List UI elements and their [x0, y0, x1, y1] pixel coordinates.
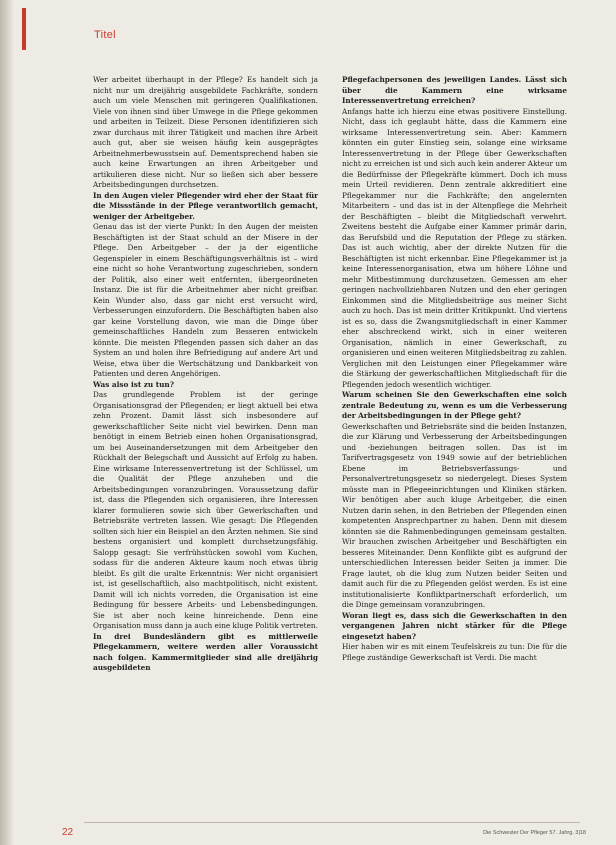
page-number: 22	[62, 827, 74, 838]
paragraph: Hier haben wir es mit einem Teufelskreis zu tun: Die für die Pflege zuständige Gewerkschaft ist Verdi. Die macht	[342, 642, 567, 662]
footer-source: Die Schwester Der Pfleger 57. Jahrg. 3|18	[483, 830, 586, 836]
section-label: Titel	[94, 29, 116, 41]
interview-question: In den Augen vieler Pflegender wird eher der Staat für die Missstände in der Pflege verantwortlich gemacht, weniger der Arbeitgeber.	[93, 190, 318, 221]
paragraph: Das grundlegende Problem ist der geringe Organisationsgrad der Pflegenden; er liegt aktuell bei etwa zehn Prozent. Damit lässt sich insbesondere auf gewerkschaftlicher Seite nicht viel bewirken. Denn man benötigt in einem Betrieb einen hohen Organisationsgrad, um bei Auseinandersetzungen mit dem Arbeitgeber den Rückhalt der Belegschaft und Aussicht auf Erfolg zu haben. Eine wirksame Interessenvertretung ist der Schlüssel, um die Qualität der Pflege anzuheben und die Arbeitsbedingungen voranzubringen. Voraussetzung dafür ist, dass die Pflegenden sich organisieren, ihre Interessen klarer formulieren sowie sich über Gewerkschaften und Betriebsräte vertreten lassen. Wie gesagt: Die Pflegenden sollten sich hier ein Beispiel an den Ärzten nehmen. Sie sind bestens organisiert und komplett durchsetzungsfähig. Salopp gesagt: Sie verfrühstücken sowohl vom Kuchen, sodass für die anderen Akteure kaum noch etwas übrig bleibt. Es gilt die uralte Erkenntnis: Wer nicht organisiert ist, ist gesellschaftlich, also machtpolitisch, nicht existent. Damit will ich nichts vorreden, die Organisation ist eine Bedingung für bessere Arbeits- und Lebensbedingungen. Sie ist aber noch keine hinreichende. Denn eine Organisation muss dann ja auch eine kluge Politik vertreten.	[93, 390, 318, 630]
article-column-left	[93, 75, 318, 674]
paragraph: Anfangs hatte ich hierzu eine etwas positivere Einstellung. Nicht, dass ich geglaubt hätte, dass die Kammern eine wirksame Interessenvertretung sein. Aber: Kammern könnten ein guter Einstieg sein, solange eine wirksame Interessenvertretung in der Pflege über Gewerkschaften nicht zu erreichen ist und sich auch kein anderer Akteur um die Bedürfnisse der Pflegekräfte kümmert. Doch ich muss mein Urteil revidieren. Denn zentrale akkreditiert eine Pflegekammer nur die Fachkräfte; den angelernten Mitarbeitern – und das ist in der Altenpflege die Mehrheit der Beschäftigten – bleibt die Mitgliedschaft verwehrt. Zweitens besteht die Aufgabe einer Kammer primär darin, das Berufsbild und die Reputation der Pflege zu stärken. Das ist auch wichtig, aber der direkte Nutzen für die Beschäftigten ist nicht erkennbar. Eine Pflegekammer ist ja keine Interessenorganisation, etwa um höhere Löhne und mehr Mitbestimmung durchzusetzen. Gemessen am eher geringen nachvollziehbaren Nutzen und den eher geringen Einkommen sind die Mitgliedsbeiträge aus meiner Sicht auch zu hoch. Das ist mein dritter Kritikpunkt. Und viertens ist es so, dass die Zwangsmitgliedschaft in einer Kammer eher abschreckend wirkt, sich in einer weiteren Organisation, nämlich in einer Gewerkschaft, zu organisieren und einen weiteren Mitgliedsbeitrag zu zahlen. Verglichen mit den Leistungen einer Pflegekammer wäre die Stärkung der gewerkschaftlichen Mitgliedschaft für die Pflegenden jedoch wesentlich wichtiger.	[342, 106, 567, 389]
accent-bar	[22, 8, 26, 50]
footer-rule	[84, 822, 580, 823]
binding-edge	[0, 0, 14, 845]
interview-question: In drei Bundesländern gibt es mittlerweile Pflegekammern, weitere werden aller Voraussicht nach folgen. Kammermitglieder sind alle dreijährig ausgebildeten	[93, 631, 318, 672]
interview-question: Pflegefachpersonen des jeweiligen Landes. Lässt sich über die Kammern eine wirksame Interessenvertretung erreichen?	[342, 75, 567, 105]
article-column-right	[342, 75, 567, 663]
paragraph: Wer arbeitet überhaupt in der Pflege? Es handelt sich ja nicht nur um dreijährig ausgebildete Fachkräfte, sondern auch um viele Menschen mit geringeren Qualifikationen. Viele von ihnen sind über Umwege in die Pflege gekommen und arbeiten in Teilzeit. Diese Personen identifizieren sich zwar durchaus mit ihrer Tätigkeit und machen ihre Arbeit auch gut, aber sie weisen häufig kein ausgeprägtes Arbeitnehmerbewusstsein auf. Dementsprechend haben sie auch keine Erwartungen an ihren Arbeitgeber und artikulieren diese nicht. Nur so ließen sich aber bessere Arbeitsbedingungen durchsetzen.	[93, 75, 318, 189]
paragraph: Gewerkschaften und Betriebsräte sind die beiden Instanzen, die zur Klärung und Verbesserung der Arbeitsbedingungen und -beziehungen beitragen sollen. Das ist im Tarifvertragsgesetz von 1949 sowie auf der betrieblichen Ebene im Betriebsverfassungs- und Personalvertretungsgesetz so niedergelegt. Dieses System müsste man in Pflegeeinrichtungen und Kliniken stärken. Wir benötigen aber auch kluge Arbeitgeber, die einen Nutzen darin sehen, in den Betrieben der Pflegenden einen kompetenten Ansprechpartner zu haben. Denn mit diesem könnten sie die Rahmenbedingungen gemeinsam gestalten. Wir brauchen zwischen Arbeitgeber und Beschäftigten ein besseres Miteinander. Denn Konflikte gibt es aufgrund der unterschiedlichen Interessen beider Seiten ja immer. Die Frage lautet, ob die klug zum Nutzen beider Seiten und damit auch für die zu Pflegenden gelöst werden. Es ist eine institutionalisierte Konfliktpartnerschaft erforderlich, um die Dinge gemeinsam voranzubringen.	[342, 421, 567, 609]
interview-question: Woran liegt es, dass sich die Gewerkschaften in den vergangenen Jahren nicht stärker für die Pflege eingesetzt haben?	[342, 610, 567, 641]
paragraph: Genau das ist der vierte Punkt: In den Augen der meisten Beschäftigten ist der Staat schuld an der Misere in der Pflege. Den Arbeitgeber – der ja der eigentliche Gegenspieler in einem Beschäftigungsverhältnis ist – wird eine nicht so hohe Verantwortung zugeschrieben, sondern der Politik, also einer weit entfernten, übergeordneten Instanz. Die ist für die Arbeitnehmer aber nicht greifbar. Kein Wunder also, dass gar nicht erst versucht wird, Verbesserungen einzufordern. Die Beschäftigten haben also gar keine Vorstellung davon, wie man die Dinge über gemeinschaftliches Handeln zum Besseren entwickeln könnte. Die meisten Pflegenden passen sich daher an das System an und holen ihre Befriedigung auf andere Art und Weise, etwa über die Wertschätzung und Dankbarkeit von Patienten und deren Angehörigen.	[93, 222, 318, 378]
interview-question: Was also ist zu tun?	[93, 379, 174, 389]
interview-question: Warum scheinen Sie den Gewerkschaften eine solch zentrale Bedeutung zu, wenn es um die Verbesserung der Arbeitsbedingungen in der Pflege geht?	[342, 390, 567, 420]
